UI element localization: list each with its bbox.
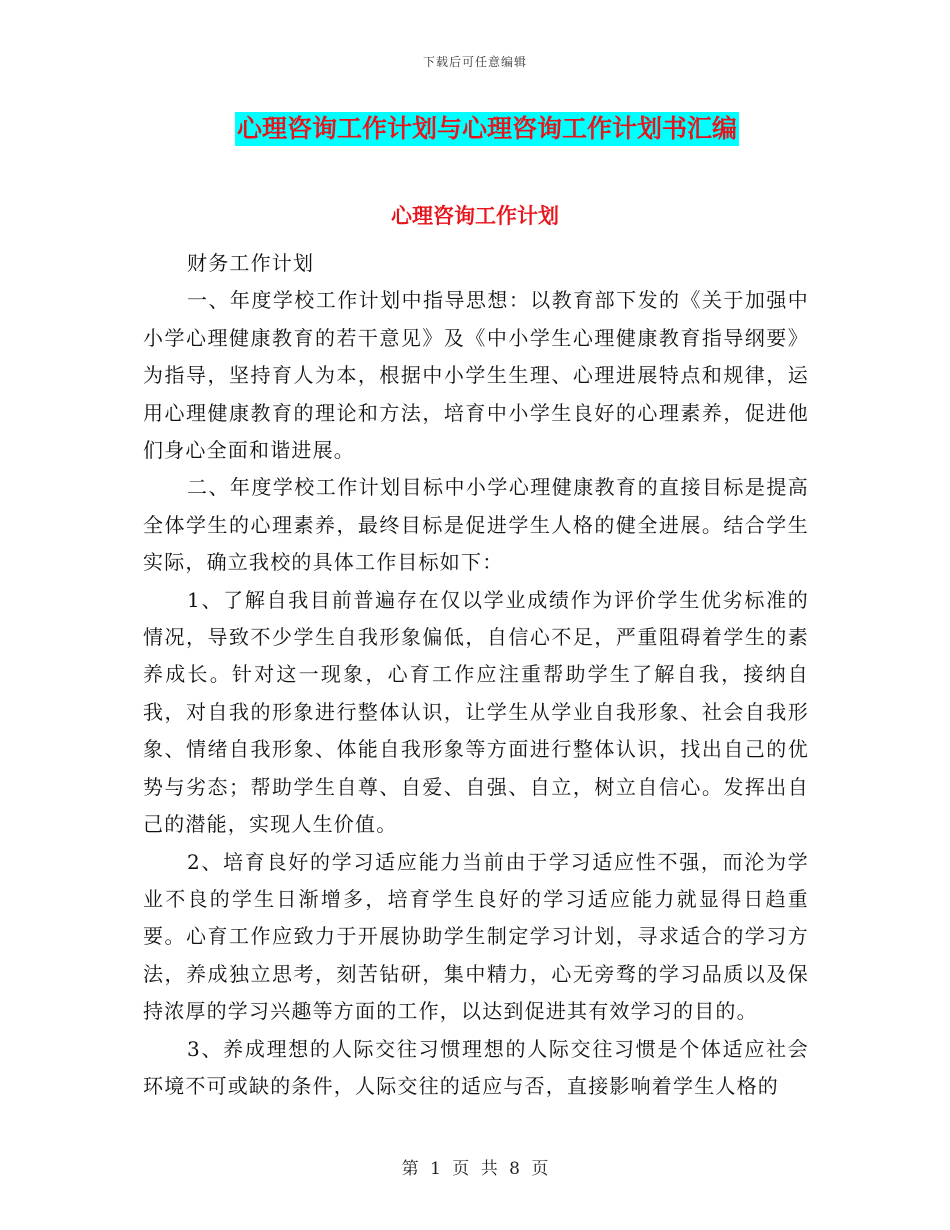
paragraph: 3、养成理想的人际交往习惯理想的人际交往习惯是个体适应社会环境不可或缺的条件，人际交往的适应与否，直接影响着学生人格的	[143, 1036, 809, 1098]
header-note: 下载后可任意编辑	[422, 55, 527, 69]
paragraph: 一、年度学校工作计划中指导思想：以教育部下发的《关于加强中小学心理健康教育的若干意见》及《中小学生心理健康教育指导纲要》为指导，坚持育人为本，根据中小学生生理、心理进展特点和规律，运用心理健康教育的理论和方法，培育中小学生良好的心理素养，促进他们身心全面和谐进展。	[143, 288, 809, 463]
paragraph: 2、培育良好的学习适应能力当前由于学习适应性不强，而沦为学业不良的学生日渐增多，培育学生良好的学习适应能力就显得日趋重要。心育工作应致力于开展协助学生制定学习计划，寻求适合的学习方法，养成独立思考，刻苦钻研，集中精力，心无旁骛的学习品质以及保持浓厚的学习兴趣等方面的工作，以达到促进其有效学习的目的。	[143, 849, 809, 1024]
paragraph: 财务工作计划	[187, 251, 315, 275]
paragraph: 二、年度学校工作计划目标中小学心理健康教育的直接目标是提高全体学生的心理素养，最终目标是促进学生人格的健全进展。结合学生实际，确立我校的具体工作目标如下：	[143, 475, 809, 575]
document-title: 心理咨询工作计划与心理咨询工作计划书汇编	[235, 112, 739, 146]
document-title-container	[0, 112, 950, 146]
page-number-footer: 第 1 页 共 8 页	[401, 1159, 549, 1179]
paragraph: 1、了解自我目前普遍存在仅以学业成绩作为评价学生优劣标准的情况，导致不少学生自我形象偏低，自信心不足，严重阻碍着学生的素养成长。针对这一现象，心育工作应注重帮助学生了解自我，接纳自我，对自我的形象进行整体认识，让学生从学业自我形象、社会自我形象、情绪自我形象、体能自我形象等方面进行整体认识，找出自己的优势与劣态；帮助学生自尊、自爱、自强、自立，树立自信心。发挥出自己的潜能，实现人生价值。	[143, 587, 809, 837]
section-title: 心理咨询工作计划	[391, 204, 559, 228]
document-body	[143, 245, 809, 1105]
